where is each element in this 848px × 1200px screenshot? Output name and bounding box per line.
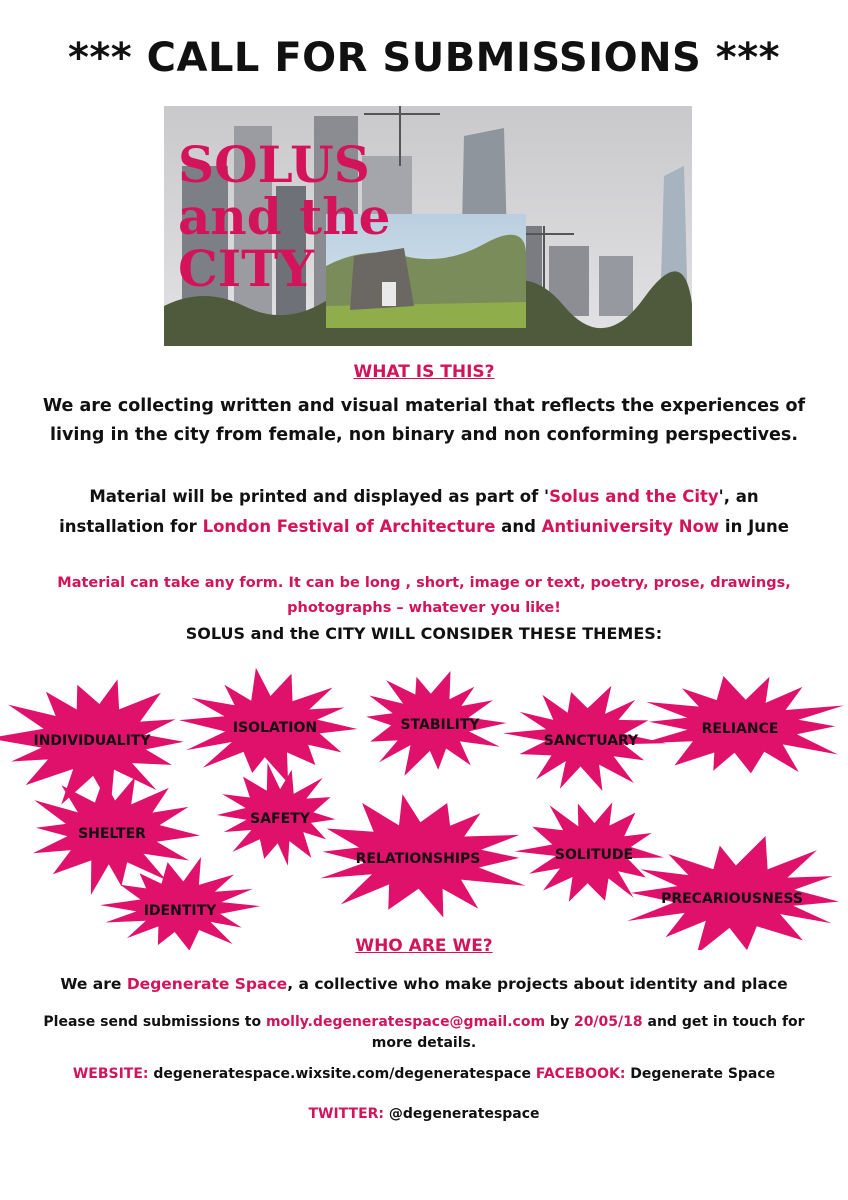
theme-label: PRECARIOUSNESS bbox=[661, 891, 803, 907]
city-skyline-image bbox=[164, 106, 692, 346]
theme-label: RELATIONSHIPS bbox=[355, 851, 481, 867]
collective-name: Degenerate Space bbox=[126, 975, 288, 993]
svg-text:SOLUS: SOLUS bbox=[178, 135, 370, 194]
project-name: Solus and the City bbox=[549, 487, 719, 506]
theme-label: IDENTITY bbox=[143, 903, 217, 919]
svg-text:and the: and the bbox=[178, 187, 391, 246]
links-line bbox=[20, 1066, 828, 1082]
theme-starburst-relationships bbox=[320, 794, 526, 917]
material-form-note bbox=[20, 571, 828, 621]
theme-starburst-sanctuary bbox=[503, 686, 666, 791]
submission-instructions: Please send submissions to molly.degeneratespace@gmail.com by 20/05/18 and get in touch for more details. bbox=[43, 1014, 805, 1051]
intro-paragraph bbox=[20, 392, 828, 450]
themes-heading: SOLUS and the CITY WILL CONSIDER THESE THEMES: bbox=[185, 624, 663, 643]
what-is-this-title: WHAT IS THIS? bbox=[353, 362, 495, 382]
website-link[interactable]: degeneratespace.wixsite.com/degeneratespace bbox=[148, 1066, 536, 1082]
theme-starburst-safety bbox=[217, 763, 336, 866]
theme-label: STABILITY bbox=[400, 717, 480, 733]
twitter-line bbox=[20, 1106, 828, 1122]
installation-line-2: installation for London Festival of Architecture and Antiuniversity Now in June bbox=[59, 517, 789, 536]
twitter-label: TWITTER: bbox=[308, 1106, 385, 1122]
themes-starbursts bbox=[0, 660, 848, 950]
intro-line-2: living in the city from female, non binary and non conforming perspectives. bbox=[49, 425, 798, 445]
headline: *** CALL FOR SUBMISSIONS *** bbox=[67, 35, 781, 81]
theme-label: RELIANCE bbox=[701, 721, 779, 737]
theme-starburst-stability bbox=[366, 671, 506, 776]
submission-email[interactable]: molly.degeneratespace@gmail.com bbox=[265, 1014, 546, 1030]
collective-line: We are Degenerate Space, a collective who make projects about identity and place bbox=[60, 975, 788, 993]
theme-label: SHELTER bbox=[78, 826, 146, 842]
festival-name: London Festival of Architecture bbox=[202, 517, 496, 536]
website-label: WEBSITE: bbox=[72, 1066, 149, 1082]
antiuniversity-name: Antiuniversity Now bbox=[541, 517, 720, 536]
theme-label: SAFETY bbox=[250, 811, 310, 827]
theme-label: ISOLATION bbox=[232, 720, 318, 736]
form-line-2: photographs – whatever you like! bbox=[287, 600, 561, 616]
theme-starburst-precariousness bbox=[627, 836, 839, 950]
theme-starburst-solitude bbox=[515, 802, 664, 901]
theme-label: INDIVIDUALITY bbox=[33, 733, 151, 749]
intro-line-1: We are collecting written and visual material that reflects the experiences of bbox=[42, 396, 806, 416]
facebook-label: FACEBOOK: bbox=[535, 1066, 626, 1082]
theme-label: SOLITUDE bbox=[554, 847, 634, 863]
form-line-1: Material can take any form. It can be long , short, image or text, poetry, prose, drawings, bbox=[57, 575, 791, 591]
facebook-link[interactable]: Degenerate Space bbox=[625, 1066, 776, 1082]
theme-starburst-individuality bbox=[0, 679, 184, 806]
theme-label: SANCTUARY bbox=[543, 733, 639, 749]
deadline-date: 20/05/18 bbox=[573, 1014, 643, 1030]
svg-text:CITY: CITY bbox=[178, 239, 315, 298]
twitter-link[interactable]: @degeneratespace bbox=[384, 1106, 540, 1122]
installation-line-1: Material will be printed and displayed as part of 'Solus and the City', an bbox=[89, 487, 759, 506]
theme-starburst-reliance bbox=[642, 676, 844, 773]
installation-paragraph bbox=[20, 482, 828, 542]
hero-image bbox=[164, 106, 692, 346]
who-are-we-title: WHO ARE WE? bbox=[355, 936, 493, 956]
